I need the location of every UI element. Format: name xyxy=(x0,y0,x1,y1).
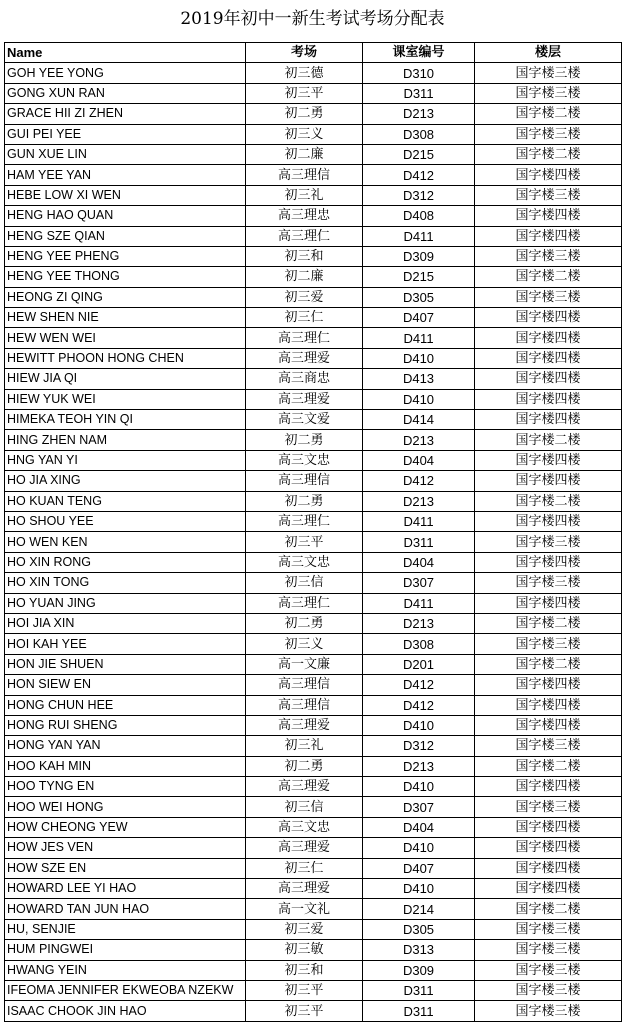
floor-cell: 国字楼三楼 xyxy=(475,246,622,266)
exam-hall-cell: 高三理爱 xyxy=(246,348,363,368)
student-name-cell: ISAAC CHOOK JIN HAO xyxy=(5,1001,246,1021)
floor-cell: 国字楼二楼 xyxy=(475,613,622,633)
student-name-cell: HIEW JIA QI xyxy=(5,369,246,389)
table-row xyxy=(5,960,622,980)
exam-hall-cell: 高三文忠 xyxy=(246,450,363,470)
floor-cell: 国字楼四楼 xyxy=(475,226,622,246)
student-name-cell: HONG CHUN HEE xyxy=(5,695,246,715)
student-name-cell: HU, SENJIE xyxy=(5,919,246,939)
room-number-cell: D411 xyxy=(363,226,475,246)
exam-hall-cell: 初三仁 xyxy=(246,308,363,328)
floor-cell: 国字楼三楼 xyxy=(475,634,622,654)
student-name-cell: HOW CHEONG YEW xyxy=(5,817,246,837)
table-row xyxy=(5,736,622,756)
floor-cell: 国字楼三楼 xyxy=(475,63,622,83)
exam-hall-cell: 初二廉 xyxy=(246,267,363,287)
exam-hall-cell: 初三和 xyxy=(246,960,363,980)
student-name-cell: HO WEN KEN xyxy=(5,532,246,552)
room-number-cell: D311 xyxy=(363,83,475,103)
student-name-cell: HENG YEE PHENG xyxy=(5,246,246,266)
table-row xyxy=(5,185,622,205)
exam-hall-cell: 高三理爱 xyxy=(246,838,363,858)
exam-hall-cell: 初三义 xyxy=(246,634,363,654)
student-name-cell: HOWARD LEE YI HAO xyxy=(5,879,246,899)
room-number-cell: D412 xyxy=(363,471,475,491)
exam-hall-cell: 初三爱 xyxy=(246,919,363,939)
exam-hall-cell: 初二勇 xyxy=(246,491,363,511)
room-number-cell: D309 xyxy=(363,246,475,266)
floor-cell: 国字楼四楼 xyxy=(475,410,622,430)
table-row xyxy=(5,328,622,348)
student-name-cell: HAM YEE YAN xyxy=(5,165,246,185)
floor-cell: 国字楼三楼 xyxy=(475,287,622,307)
room-number-cell: D311 xyxy=(363,1001,475,1021)
student-name-cell: HENG HAO QUAN xyxy=(5,206,246,226)
room-number-cell: D410 xyxy=(363,777,475,797)
exam-hall-cell: 高三理信 xyxy=(246,675,363,695)
header-room-number: 课室编号 xyxy=(363,43,475,63)
exam-hall-cell: 高三理爱 xyxy=(246,879,363,899)
table-row xyxy=(5,552,622,572)
header-row xyxy=(5,43,622,63)
table-row xyxy=(5,430,622,450)
exam-hall-cell: 初三平 xyxy=(246,980,363,1000)
table-row xyxy=(5,593,622,613)
table-row xyxy=(5,389,622,409)
table-row xyxy=(5,348,622,368)
table-row xyxy=(5,144,622,164)
student-name-cell: HENG SZE QIAN xyxy=(5,226,246,246)
exam-hall-cell: 高三理仁 xyxy=(246,593,363,613)
exam-hall-cell: 初二廉 xyxy=(246,144,363,164)
exam-hall-cell: 高一文廉 xyxy=(246,654,363,674)
floor-cell: 国字楼四楼 xyxy=(475,511,622,531)
student-name-cell: HEBE LOW XI WEN xyxy=(5,185,246,205)
table-row xyxy=(5,450,622,470)
room-number-cell: D411 xyxy=(363,511,475,531)
exam-allocation-table xyxy=(4,42,622,1022)
table-row xyxy=(5,756,622,776)
room-number-cell: D404 xyxy=(363,450,475,470)
floor-cell: 国字楼三楼 xyxy=(475,797,622,817)
room-number-cell: D312 xyxy=(363,185,475,205)
floor-cell: 国字楼四楼 xyxy=(475,308,622,328)
student-name-cell: HOW JES VEN xyxy=(5,838,246,858)
table-row xyxy=(5,573,622,593)
exam-hall-cell: 高三理爱 xyxy=(246,777,363,797)
room-number-cell: D411 xyxy=(363,593,475,613)
table-row xyxy=(5,532,622,552)
room-number-cell: D201 xyxy=(363,654,475,674)
floor-cell: 国字楼四楼 xyxy=(475,695,622,715)
room-number-cell: D410 xyxy=(363,838,475,858)
student-name-cell: HO XIN TONG xyxy=(5,573,246,593)
student-name-cell: HONG RUI SHENG xyxy=(5,715,246,735)
floor-cell: 国字楼三楼 xyxy=(475,940,622,960)
room-number-cell: D307 xyxy=(363,573,475,593)
exam-hall-cell: 高三文忠 xyxy=(246,817,363,837)
table-row xyxy=(5,267,622,287)
header-name: Name xyxy=(5,43,246,63)
table-row xyxy=(5,675,622,695)
room-number-cell: D308 xyxy=(363,634,475,654)
student-name-cell: HO KUAN TENG xyxy=(5,491,246,511)
table-row xyxy=(5,797,622,817)
table-row xyxy=(5,491,622,511)
room-number-cell: D410 xyxy=(363,389,475,409)
student-name-cell: HEWITT PHOON HONG CHEN xyxy=(5,348,246,368)
exam-hall-cell: 初三爱 xyxy=(246,287,363,307)
floor-cell: 国字楼四楼 xyxy=(475,879,622,899)
floor-cell: 国字楼四楼 xyxy=(475,369,622,389)
exam-hall-cell: 高三理仁 xyxy=(246,226,363,246)
room-number-cell: D407 xyxy=(363,858,475,878)
floor-cell: 国字楼三楼 xyxy=(475,124,622,144)
room-number-cell: D213 xyxy=(363,104,475,124)
room-number-cell: D213 xyxy=(363,756,475,776)
table-row xyxy=(5,226,622,246)
room-number-cell: D312 xyxy=(363,736,475,756)
table-row xyxy=(5,83,622,103)
table-row xyxy=(5,879,622,899)
exam-hall-cell: 初三和 xyxy=(246,246,363,266)
exam-hall-cell: 高三商忠 xyxy=(246,369,363,389)
floor-cell: 国字楼四楼 xyxy=(475,777,622,797)
table-row xyxy=(5,613,622,633)
exam-hall-cell: 初二勇 xyxy=(246,430,363,450)
exam-hall-cell: 高三文爱 xyxy=(246,410,363,430)
exam-hall-cell: 初二勇 xyxy=(246,756,363,776)
floor-cell: 国字楼四楼 xyxy=(475,165,622,185)
student-name-cell: GRACE HII ZI ZHEN xyxy=(5,104,246,124)
floor-cell: 国字楼四楼 xyxy=(475,817,622,837)
table-row xyxy=(5,919,622,939)
room-number-cell: D313 xyxy=(363,940,475,960)
floor-cell: 国字楼二楼 xyxy=(475,491,622,511)
student-name-cell: HWANG YEIN xyxy=(5,960,246,980)
room-number-cell: D213 xyxy=(363,613,475,633)
floor-cell: 国字楼四楼 xyxy=(475,838,622,858)
student-name-cell: HEONG ZI QING xyxy=(5,287,246,307)
student-name-cell: HOWARD TAN JUN HAO xyxy=(5,899,246,919)
room-number-cell: D414 xyxy=(363,410,475,430)
exam-hall-cell: 高一文礼 xyxy=(246,899,363,919)
table-row xyxy=(5,899,622,919)
room-number-cell: D307 xyxy=(363,797,475,817)
floor-cell: 国字楼四楼 xyxy=(475,450,622,470)
room-number-cell: D215 xyxy=(363,267,475,287)
room-number-cell: D311 xyxy=(363,980,475,1000)
exam-hall-cell: 初二勇 xyxy=(246,613,363,633)
floor-cell: 国字楼四楼 xyxy=(475,389,622,409)
exam-hall-cell: 高三理爱 xyxy=(246,389,363,409)
room-number-cell: D411 xyxy=(363,328,475,348)
student-name-cell: GONG XUN RAN xyxy=(5,83,246,103)
student-name-cell: HOO TYNG EN xyxy=(5,777,246,797)
room-number-cell: D308 xyxy=(363,124,475,144)
exam-hall-cell: 初二勇 xyxy=(246,104,363,124)
floor-cell: 国字楼二楼 xyxy=(475,756,622,776)
floor-cell: 国字楼四楼 xyxy=(475,206,622,226)
table-row xyxy=(5,634,622,654)
exam-hall-cell: 高三理仁 xyxy=(246,328,363,348)
table-row xyxy=(5,654,622,674)
exam-hall-cell: 高三理信 xyxy=(246,165,363,185)
table-row xyxy=(5,980,622,1000)
floor-cell: 国字楼四楼 xyxy=(475,471,622,491)
room-number-cell: D412 xyxy=(363,695,475,715)
student-name-cell: HO JIA XING xyxy=(5,471,246,491)
exam-hall-cell: 高三文忠 xyxy=(246,552,363,572)
room-number-cell: D305 xyxy=(363,287,475,307)
exam-hall-cell: 高三理忠 xyxy=(246,206,363,226)
student-name-cell: HO SHOU YEE xyxy=(5,511,246,531)
exam-hall-cell: 初三敏 xyxy=(246,940,363,960)
room-number-cell: D311 xyxy=(363,532,475,552)
floor-cell: 国字楼四楼 xyxy=(475,715,622,735)
room-number-cell: D404 xyxy=(363,552,475,572)
exam-hall-cell: 初三平 xyxy=(246,1001,363,1021)
exam-hall-cell: 高三理爱 xyxy=(246,715,363,735)
exam-hall-cell: 高三理仁 xyxy=(246,511,363,531)
exam-hall-cell: 初三仁 xyxy=(246,858,363,878)
student-name-cell: HONG YAN YAN xyxy=(5,736,246,756)
room-number-cell: D310 xyxy=(363,63,475,83)
student-name-cell: HENG YEE THONG xyxy=(5,267,246,287)
table-row xyxy=(5,165,622,185)
floor-cell: 国字楼四楼 xyxy=(475,858,622,878)
floor-cell: 国字楼三楼 xyxy=(475,1001,622,1021)
table-row xyxy=(5,1001,622,1021)
exam-hall-cell: 初三信 xyxy=(246,573,363,593)
table-row xyxy=(5,471,622,491)
student-name-cell: GUI PEI YEE xyxy=(5,124,246,144)
floor-cell: 国字楼三楼 xyxy=(475,83,622,103)
table-row xyxy=(5,246,622,266)
room-number-cell: D407 xyxy=(363,308,475,328)
student-name-cell: IFEOMA JENNIFER EKWEOBA NZEKW xyxy=(5,980,246,1000)
exam-hall-cell: 初三平 xyxy=(246,532,363,552)
floor-cell: 国字楼三楼 xyxy=(475,185,622,205)
exam-hall-cell: 初三德 xyxy=(246,63,363,83)
exam-hall-cell: 初三信 xyxy=(246,797,363,817)
student-name-cell: HIMEKA TEOH YIN QI xyxy=(5,410,246,430)
room-number-cell: D404 xyxy=(363,817,475,837)
exam-hall-cell: 初三礼 xyxy=(246,736,363,756)
student-name-cell: HOI KAH YEE xyxy=(5,634,246,654)
exam-hall-cell: 初三礼 xyxy=(246,185,363,205)
table-row xyxy=(5,777,622,797)
table-row xyxy=(5,858,622,878)
header-floor: 楼层 xyxy=(475,43,622,63)
room-number-cell: D412 xyxy=(363,165,475,185)
table-row xyxy=(5,838,622,858)
student-name-cell: HOO WEI HONG xyxy=(5,797,246,817)
page-title: 2019年初中一新生考试考场分配表 xyxy=(180,9,445,29)
room-number-cell: D213 xyxy=(363,430,475,450)
room-number-cell: D214 xyxy=(363,899,475,919)
table-row xyxy=(5,410,622,430)
table-row xyxy=(5,287,622,307)
student-name-cell: HOW SZE EN xyxy=(5,858,246,878)
room-number-cell: D305 xyxy=(363,919,475,939)
table-row xyxy=(5,715,622,735)
student-name-cell: HO YUAN JING xyxy=(5,593,246,613)
student-name-cell: HEW WEN WEI xyxy=(5,328,246,348)
floor-cell: 国字楼三楼 xyxy=(475,980,622,1000)
room-number-cell: D412 xyxy=(363,675,475,695)
room-number-cell: D410 xyxy=(363,879,475,899)
floor-cell: 国字楼四楼 xyxy=(475,348,622,368)
floor-cell: 国字楼二楼 xyxy=(475,899,622,919)
student-name-cell: HON SIEW EN xyxy=(5,675,246,695)
table-row xyxy=(5,695,622,715)
table-row xyxy=(5,369,622,389)
floor-cell: 国字楼三楼 xyxy=(475,736,622,756)
room-number-cell: D413 xyxy=(363,369,475,389)
exam-hall-cell: 高三理信 xyxy=(246,471,363,491)
exam-hall-cell: 初三义 xyxy=(246,124,363,144)
student-name-cell: HON JIE SHUEN xyxy=(5,654,246,674)
floor-cell: 国字楼二楼 xyxy=(475,144,622,164)
floor-cell: 国字楼四楼 xyxy=(475,328,622,348)
room-number-cell: D410 xyxy=(363,715,475,735)
student-name-cell: HIEW YUK WEI xyxy=(5,389,246,409)
floor-cell: 国字楼二楼 xyxy=(475,430,622,450)
floor-cell: 国字楼三楼 xyxy=(475,532,622,552)
table-row xyxy=(5,308,622,328)
student-name-cell: GOH YEE YONG xyxy=(5,63,246,83)
table-row xyxy=(5,63,622,83)
room-number-cell: D408 xyxy=(363,206,475,226)
floor-cell: 国字楼三楼 xyxy=(475,573,622,593)
student-name-cell: HNG YAN YI xyxy=(5,450,246,470)
table-row xyxy=(5,817,622,837)
floor-cell: 国字楼二楼 xyxy=(475,267,622,287)
exam-hall-cell: 高三理信 xyxy=(246,695,363,715)
table-row xyxy=(5,511,622,531)
floor-cell: 国字楼四楼 xyxy=(475,552,622,572)
student-name-cell: HEW SHEN NIE xyxy=(5,308,246,328)
table-row xyxy=(5,940,622,960)
floor-cell: 国字楼四楼 xyxy=(475,593,622,613)
floor-cell: 国字楼二楼 xyxy=(475,654,622,674)
table-body xyxy=(5,63,622,1021)
table-row xyxy=(5,206,622,226)
floor-cell: 国字楼二楼 xyxy=(475,104,622,124)
table-row xyxy=(5,124,622,144)
room-number-cell: D213 xyxy=(363,491,475,511)
room-number-cell: D215 xyxy=(363,144,475,164)
floor-cell: 国字楼三楼 xyxy=(475,919,622,939)
header-exam-hall: 考场 xyxy=(246,43,363,63)
student-name-cell: GUN XUE LIN xyxy=(5,144,246,164)
floor-cell: 国字楼四楼 xyxy=(475,675,622,695)
table-row xyxy=(5,104,622,124)
student-name-cell: HO XIN RONG xyxy=(5,552,246,572)
room-number-cell: D410 xyxy=(363,348,475,368)
student-name-cell: HING ZHEN NAM xyxy=(5,430,246,450)
student-name-cell: HOO KAH MIN xyxy=(5,756,246,776)
room-number-cell: D309 xyxy=(363,960,475,980)
student-name-cell: HUM PINGWEI xyxy=(5,940,246,960)
student-name-cell: HOI JIA XIN xyxy=(5,613,246,633)
exam-hall-cell: 初三平 xyxy=(246,83,363,103)
floor-cell: 国字楼三楼 xyxy=(475,960,622,980)
